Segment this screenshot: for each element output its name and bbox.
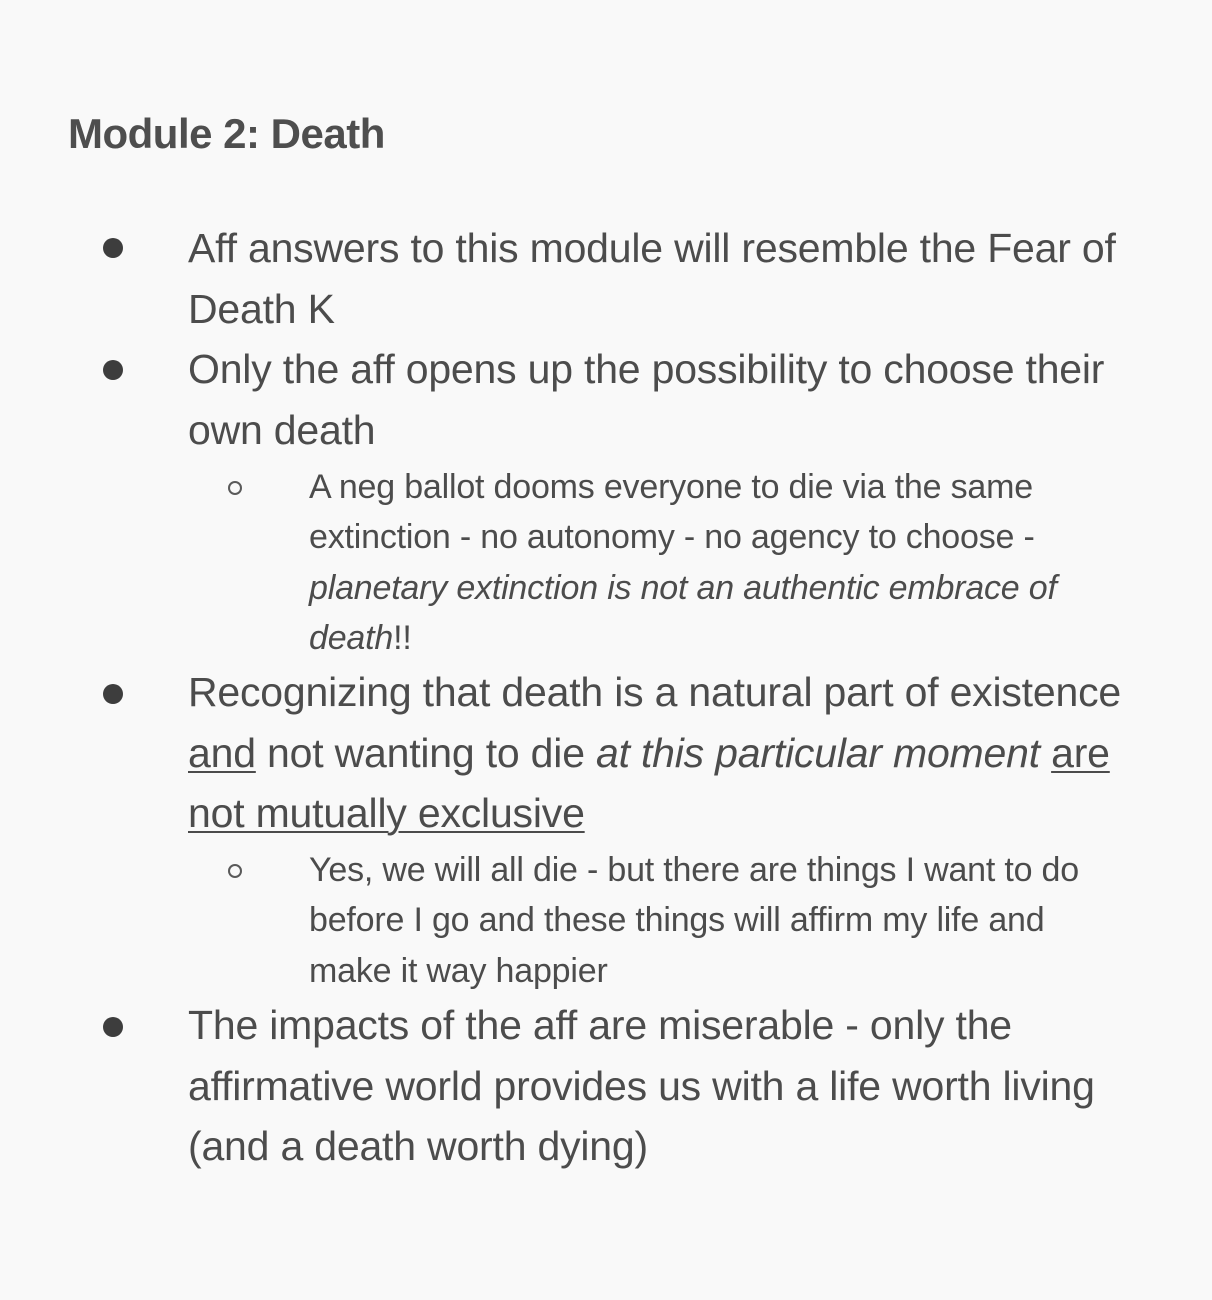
item-text: Recognizing that death is a natural part of existence (188, 669, 1121, 715)
hollow-bullet-icon (228, 864, 242, 878)
list-item: The impacts of the aff are miserable - only the affirmative world provides us with a life worth living (and a death worth dying) (188, 1002, 1095, 1169)
list-item (188, 662, 1148, 844)
hollow-bullet-icon (228, 481, 242, 495)
page-title: Module 2: Death (68, 110, 385, 157)
item-underlined-text: and (188, 729, 256, 776)
bullet-icon (103, 684, 123, 704)
sub-item-tail-text: !! (393, 618, 412, 657)
item-text: not wanting to die (255, 729, 596, 776)
item-text (1040, 730, 1051, 776)
item-underlined-text: are not mutually exclusive (188, 729, 1110, 836)
bullet-icon (103, 1017, 123, 1037)
list-item: Only the aff opens up the possibility to choose their own death (188, 346, 1105, 453)
item-italic-text: at this particular moment (596, 729, 1040, 776)
sub-list-item (309, 462, 1129, 663)
sub-item-italic-text: planetary extinction is not an authentic embrace of death (309, 568, 1057, 657)
bullet-icon (103, 360, 123, 380)
bullet-icon (103, 238, 123, 258)
sub-list-item: Yes, we will all die - but there are things I want to do before I go and these things will affirm my life and make it way happier (309, 851, 1079, 990)
list-item: Aff answers to this module will resemble the Fear of Death K (188, 225, 1116, 332)
sub-item-text: A neg ballot dooms everyone to die via the same extinction - no autonomy - no agency to choose - (309, 468, 1035, 557)
